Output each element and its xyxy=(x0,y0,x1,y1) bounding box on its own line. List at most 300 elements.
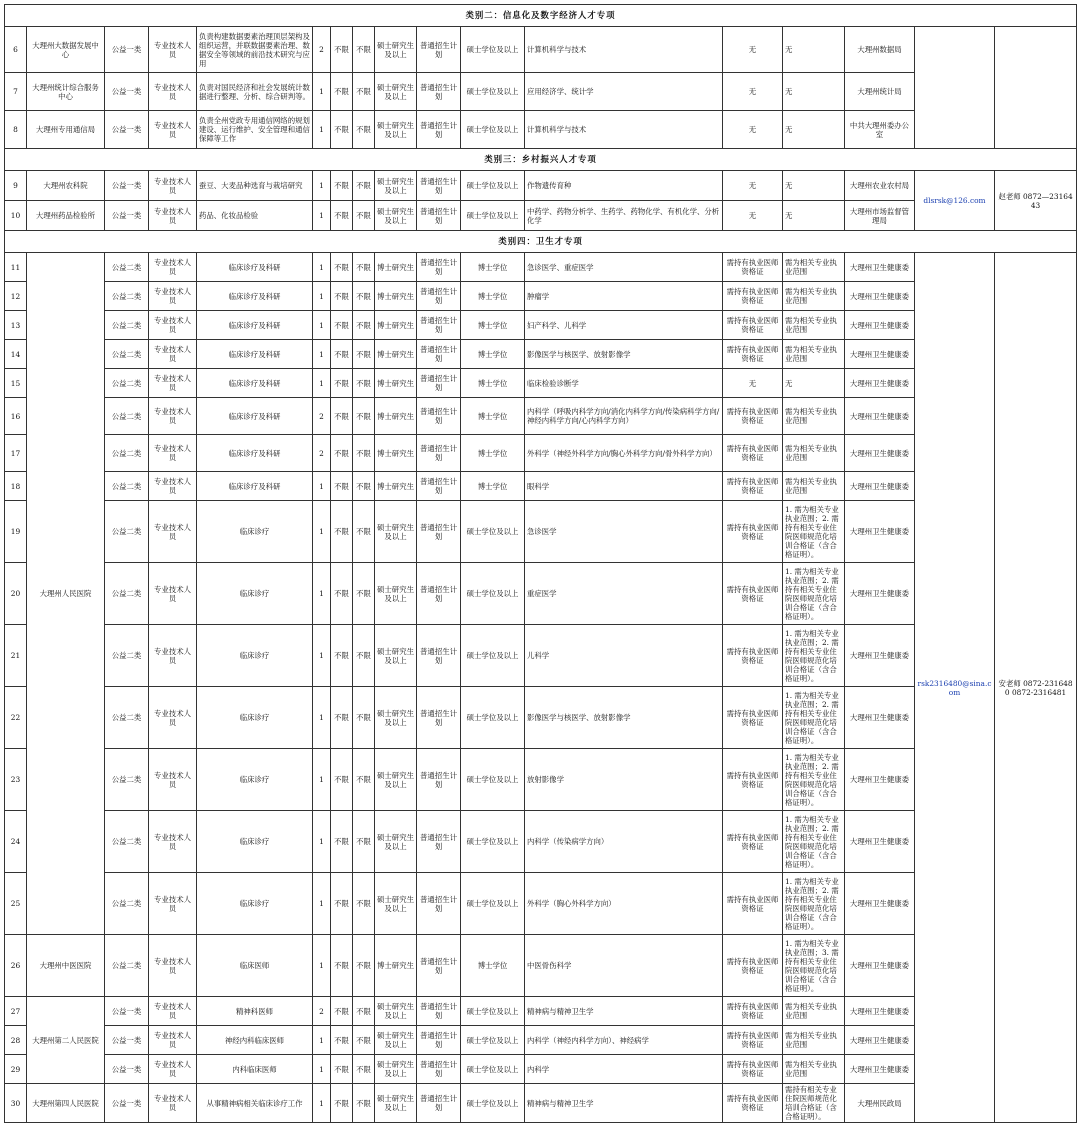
row-number: 15 xyxy=(5,369,27,398)
education: 硕士研究生及以上 xyxy=(375,201,417,231)
condition-1: 不限 xyxy=(331,73,353,111)
education: 博士研究生 xyxy=(375,398,417,435)
table-row xyxy=(5,171,1077,201)
headcount: 1 xyxy=(313,472,331,501)
position-duty: 临床医师 xyxy=(197,935,313,997)
position-duty: 负责全州党政专用通信网络的规划建设、运行维护、安全管理和通信保障等工作 xyxy=(197,111,313,149)
position-type: 专业技术人员 xyxy=(149,472,197,501)
condition-2: 不限 xyxy=(353,398,375,435)
certificate: 需持有执业医师资格证 xyxy=(723,340,783,369)
major: 内科学（传染病学方向） xyxy=(525,811,723,873)
other-requirement: 需为相关专业执业范围 xyxy=(783,340,845,369)
other-requirement: 1. 需为相关专业执业范围；2. 需持有相关专业住院医师规范化培训合格证（含合格证明）。 xyxy=(783,625,845,687)
position-duty: 临床诊疗及科研 xyxy=(197,340,313,369)
education: 硕士研究生及以上 xyxy=(375,687,417,749)
other-requirement: 无 xyxy=(783,201,845,231)
row-number: 13 xyxy=(5,311,27,340)
enrollment-plan: 普通招生计划 xyxy=(417,111,461,149)
condition-1: 不限 xyxy=(331,687,353,749)
position-type: 专业技术人员 xyxy=(149,369,197,398)
certificate: 需持有执业医师资格证 xyxy=(723,311,783,340)
table-row xyxy=(5,253,1077,282)
row-number: 22 xyxy=(5,687,27,749)
section-title: 类别四：卫生才专项 xyxy=(5,231,1077,253)
certificate: 无 xyxy=(723,73,783,111)
position-duty: 临床诊疗 xyxy=(197,687,313,749)
education: 博士研究生 xyxy=(375,472,417,501)
certificate: 需持有执业医师资格证 xyxy=(723,687,783,749)
enrollment-plan: 普通招生计划 xyxy=(417,1055,461,1084)
certificate: 需持有执业医师资格证 xyxy=(723,1026,783,1055)
headcount: 1 xyxy=(313,171,331,201)
position-duty: 蚕豆、大麦品种选育与栽培研究 xyxy=(197,171,313,201)
other-requirement: 需为相关专业执业范围 xyxy=(783,435,845,472)
certificate: 需持有执业医师资格证 xyxy=(723,935,783,997)
certificate: 无 xyxy=(723,27,783,73)
condition-1: 不限 xyxy=(331,997,353,1026)
other-requirement: 需为相关专业执业范围 xyxy=(783,1026,845,1055)
row-number: 26 xyxy=(5,935,27,997)
certificate: 需持有执业医师资格证 xyxy=(723,873,783,935)
major: 影像医学与核医学、放射影像学 xyxy=(525,340,723,369)
condition-1: 不限 xyxy=(331,311,353,340)
headcount: 1 xyxy=(313,369,331,398)
unit-category: 公益一类 xyxy=(105,171,149,201)
degree: 硕士学位及以上 xyxy=(461,625,525,687)
table-row xyxy=(5,27,1077,73)
degree: 硕士学位及以上 xyxy=(461,873,525,935)
major: 外科学（胸心外科学方向） xyxy=(525,873,723,935)
condition-1: 不限 xyxy=(331,749,353,811)
row-number: 10 xyxy=(5,201,27,231)
certificate: 无 xyxy=(723,111,783,149)
headcount: 1 xyxy=(313,282,331,311)
position-duty: 临床诊疗 xyxy=(197,749,313,811)
contact-person: 安老师 0872-2316480 0872-2316481 xyxy=(995,253,1077,1123)
position-type: 专业技术人员 xyxy=(149,398,197,435)
position-type: 专业技术人员 xyxy=(149,171,197,201)
education: 硕士研究生及以上 xyxy=(375,27,417,73)
degree: 博士学位 xyxy=(461,253,525,282)
other-requirement: 1. 需为相关专业执业范围；2. 需持有相关专业住院医师规范化培训合格证（含合格证明）。 xyxy=(783,873,845,935)
supervising-department: 大理州卫生健康委 xyxy=(845,997,915,1026)
enrollment-plan: 普通招生计划 xyxy=(417,625,461,687)
unit-category: 公益二类 xyxy=(105,311,149,340)
employer-unit: 大理州大数据发展中心 xyxy=(27,27,105,73)
position-type: 专业技术人员 xyxy=(149,27,197,73)
position-duty: 临床诊疗 xyxy=(197,811,313,873)
condition-1: 不限 xyxy=(331,201,353,231)
major: 肿瘤学 xyxy=(525,282,723,311)
position-type: 专业技术人员 xyxy=(149,111,197,149)
major: 急诊医学 xyxy=(525,501,723,563)
condition-1: 不限 xyxy=(331,935,353,997)
supervising-department: 大理州卫生健康委 xyxy=(845,563,915,625)
row-number: 19 xyxy=(5,501,27,563)
position-type: 专业技术人员 xyxy=(149,625,197,687)
headcount: 1 xyxy=(313,687,331,749)
certificate: 需持有执业医师资格证 xyxy=(723,563,783,625)
other-requirement: 无 xyxy=(783,369,845,398)
unit-category: 公益二类 xyxy=(105,811,149,873)
condition-1: 不限 xyxy=(331,873,353,935)
certificate: 需持有执业医师资格证 xyxy=(723,472,783,501)
condition-2: 不限 xyxy=(353,1026,375,1055)
unit-category: 公益二类 xyxy=(105,749,149,811)
headcount: 1 xyxy=(313,111,331,149)
headcount: 2 xyxy=(313,398,331,435)
enrollment-plan: 普通招生计划 xyxy=(417,311,461,340)
major: 精神病与精神卫生学 xyxy=(525,997,723,1026)
row-number: 14 xyxy=(5,340,27,369)
condition-2: 不限 xyxy=(353,687,375,749)
education: 硕士研究生及以上 xyxy=(375,73,417,111)
position-duty: 负责对国民经济和社会发展统计数据进行整理、分析、综合研判等。 xyxy=(197,73,313,111)
degree: 博士学位 xyxy=(461,282,525,311)
other-requirement: 1. 需为相关专业执业范围；2. 需持有相关专业住院医师规范化培训合格证（含合格证明）。 xyxy=(783,501,845,563)
degree: 博士学位 xyxy=(461,369,525,398)
degree: 硕士学位及以上 xyxy=(461,27,525,73)
position-duty: 临床诊疗及科研 xyxy=(197,369,313,398)
condition-2: 不限 xyxy=(353,1055,375,1084)
enrollment-plan: 普通招生计划 xyxy=(417,472,461,501)
degree: 硕士学位及以上 xyxy=(461,997,525,1026)
enrollment-plan: 普通招生计划 xyxy=(417,282,461,311)
unit-category: 公益二类 xyxy=(105,398,149,435)
major: 内科学（呼吸内科学方向/消化内科学方向/传染病科学方向/神经内科学方向/心内科学方向） xyxy=(525,398,723,435)
condition-1: 不限 xyxy=(331,398,353,435)
enrollment-plan: 普通招生计划 xyxy=(417,369,461,398)
other-requirement: 无 xyxy=(783,27,845,73)
position-type: 专业技术人员 xyxy=(149,935,197,997)
row-number: 24 xyxy=(5,811,27,873)
education: 硕士研究生及以上 xyxy=(375,625,417,687)
position-type: 专业技术人员 xyxy=(149,811,197,873)
certificate: 无 xyxy=(723,369,783,398)
unit-category: 公益一类 xyxy=(105,27,149,73)
headcount: 1 xyxy=(313,501,331,563)
supervising-department: 大理州卫生健康委 xyxy=(845,1026,915,1055)
degree: 博士学位 xyxy=(461,472,525,501)
enrollment-plan: 普通招生计划 xyxy=(417,340,461,369)
certificate: 无 xyxy=(723,201,783,231)
supervising-department: 大理州卫生健康委 xyxy=(845,253,915,282)
employer-unit: 大理州农科院 xyxy=(27,171,105,201)
degree: 博士学位 xyxy=(461,935,525,997)
section-title: 类别二：信息化及数字经济人才专项 xyxy=(5,5,1077,27)
recruitment-table xyxy=(4,4,1076,1123)
section-header-row xyxy=(5,149,1077,171)
unit-category: 公益二类 xyxy=(105,369,149,398)
condition-2: 不限 xyxy=(353,435,375,472)
unit-category: 公益一类 xyxy=(105,111,149,149)
education: 硕士研究生及以上 xyxy=(375,1084,417,1123)
major: 妇产科学、儿科学 xyxy=(525,311,723,340)
condition-2: 不限 xyxy=(353,282,375,311)
degree: 博士学位 xyxy=(461,340,525,369)
certificate: 需持有执业医师资格证 xyxy=(723,435,783,472)
position-duty: 临床诊疗及科研 xyxy=(197,311,313,340)
supervising-department: 大理州卫生健康委 xyxy=(845,1055,915,1084)
headcount: 1 xyxy=(313,1055,331,1084)
supervising-department: 大理州卫生健康委 xyxy=(845,625,915,687)
major: 重症医学 xyxy=(525,563,723,625)
supervising-department: 大理州卫生健康委 xyxy=(845,749,915,811)
headcount: 1 xyxy=(313,625,331,687)
education: 博士研究生 xyxy=(375,311,417,340)
position-duty: 负责构建数据要素治理顶层架构及组织运营，并联数据要素治理、数据安全等领域的前沿技术研究与应用 xyxy=(197,27,313,73)
other-requirement: 1. 需为相关专业执业范围；2. 需持有相关专业住院医师规范化培训合格证（含合格证明）。 xyxy=(783,687,845,749)
position-type: 专业技术人员 xyxy=(149,873,197,935)
other-requirement: 1. 需为相关专业执业范围；2. 需持有相关专业住院医师规范化培训合格证（含合格证明）。 xyxy=(783,749,845,811)
headcount: 1 xyxy=(313,340,331,369)
condition-2: 不限 xyxy=(353,111,375,149)
row-number: 6 xyxy=(5,27,27,73)
position-type: 专业技术人员 xyxy=(149,1084,197,1123)
degree: 硕士学位及以上 xyxy=(461,1084,525,1123)
other-requirement: 无 xyxy=(783,171,845,201)
major: 内科学 xyxy=(525,1055,723,1084)
row-number: 27 xyxy=(5,997,27,1026)
degree: 博士学位 xyxy=(461,311,525,340)
condition-1: 不限 xyxy=(331,1084,353,1123)
major: 作物遗传育种 xyxy=(525,171,723,201)
major: 外科学（神经外科学方向/胸心外科学方向/骨外科学方向） xyxy=(525,435,723,472)
row-number: 28 xyxy=(5,1026,27,1055)
position-duty: 临床诊疗 xyxy=(197,501,313,563)
certificate: 需持有执业医师资格证 xyxy=(723,749,783,811)
condition-2: 不限 xyxy=(353,27,375,73)
enrollment-plan: 普通招生计划 xyxy=(417,997,461,1026)
other-requirement: 无 xyxy=(783,73,845,111)
condition-2: 不限 xyxy=(353,73,375,111)
position-duty: 内科临床医师 xyxy=(197,1055,313,1084)
unit-category: 公益二类 xyxy=(105,282,149,311)
supervising-department: 大理州卫生健康委 xyxy=(845,340,915,369)
condition-1: 不限 xyxy=(331,369,353,398)
education: 硕士研究生及以上 xyxy=(375,811,417,873)
row-number: 29 xyxy=(5,1055,27,1084)
employer-unit: 大理州统计综合服务中心 xyxy=(27,73,105,111)
condition-2: 不限 xyxy=(353,253,375,282)
condition-1: 不限 xyxy=(331,282,353,311)
position-type: 专业技术人员 xyxy=(149,201,197,231)
supervising-department: 大理州统计局 xyxy=(845,73,915,111)
certificate: 需持有执业医师资格证 xyxy=(723,1084,783,1123)
certificate: 无 xyxy=(723,171,783,201)
major: 眼科学 xyxy=(525,472,723,501)
section-header-row xyxy=(5,5,1077,27)
supervising-department: 大理州农业农村局 xyxy=(845,171,915,201)
position-duty: 临床诊疗及科研 xyxy=(197,435,313,472)
condition-1: 不限 xyxy=(331,111,353,149)
condition-2: 不限 xyxy=(353,311,375,340)
major: 精神病与精神卫生学 xyxy=(525,1084,723,1123)
certificate: 需持有执业医师资格证 xyxy=(723,1055,783,1084)
employer-unit: 大理州专用通信局 xyxy=(27,111,105,149)
condition-2: 不限 xyxy=(353,369,375,398)
supervising-department: 大理州民政局 xyxy=(845,1084,915,1123)
other-requirement: 需为相关专业执业范围 xyxy=(783,282,845,311)
row-number: 12 xyxy=(5,282,27,311)
position-type: 专业技术人员 xyxy=(149,435,197,472)
supervising-department: 大理州卫生健康委 xyxy=(845,311,915,340)
major: 儿科学 xyxy=(525,625,723,687)
unit-category: 公益二类 xyxy=(105,625,149,687)
condition-2: 不限 xyxy=(353,811,375,873)
education: 博士研究生 xyxy=(375,369,417,398)
condition-1: 不限 xyxy=(331,435,353,472)
supervising-department: 大理州卫生健康委 xyxy=(845,282,915,311)
enrollment-plan: 普通招生计划 xyxy=(417,253,461,282)
education: 硕士研究生及以上 xyxy=(375,501,417,563)
unit-category: 公益二类 xyxy=(105,340,149,369)
position-duty: 临床诊疗 xyxy=(197,563,313,625)
unit-category: 公益二类 xyxy=(105,873,149,935)
headcount: 1 xyxy=(313,253,331,282)
position-duty: 神经内科临床医师 xyxy=(197,1026,313,1055)
condition-1: 不限 xyxy=(331,472,353,501)
position-type: 专业技术人员 xyxy=(149,73,197,111)
supervising-department: 大理州卫生健康委 xyxy=(845,501,915,563)
education: 硕士研究生及以上 xyxy=(375,111,417,149)
degree: 硕士学位及以上 xyxy=(461,73,525,111)
employer-unit: 大理州药品检验所 xyxy=(27,201,105,231)
other-requirement: 1. 需为相关专业执业范围；3. 需持有相关专业住院医师规范化培训合格证（含合格证明）。 xyxy=(783,935,845,997)
condition-1: 不限 xyxy=(331,27,353,73)
position-duty: 药品、化妆品检验 xyxy=(197,201,313,231)
position-duty: 从事精神病相关临床诊疗工作 xyxy=(197,1084,313,1123)
enrollment-plan: 普通招生计划 xyxy=(417,563,461,625)
headcount: 1 xyxy=(313,201,331,231)
headcount: 1 xyxy=(313,1084,331,1123)
unit-category: 公益一类 xyxy=(105,1026,149,1055)
supervising-department: 大理州数据局 xyxy=(845,27,915,73)
condition-2: 不限 xyxy=(353,501,375,563)
unit-category: 公益二类 xyxy=(105,435,149,472)
position-duty: 精神科医师 xyxy=(197,997,313,1026)
major: 应用经济学、统计学 xyxy=(525,73,723,111)
unit-category: 公益一类 xyxy=(105,1055,149,1084)
position-duty: 临床诊疗 xyxy=(197,625,313,687)
position-type: 专业技术人员 xyxy=(149,1055,197,1084)
other-requirement: 1. 需为相关专业执业范围；2. 需持有相关专业住院医师规范化培训合格证（含合格证明）。 xyxy=(783,811,845,873)
certificate: 需持有执业医师资格证 xyxy=(723,811,783,873)
position-type: 专业技术人员 xyxy=(149,997,197,1026)
other-requirement: 无 xyxy=(783,111,845,149)
unit-category: 公益二类 xyxy=(105,501,149,563)
enrollment-plan: 普通招生计划 xyxy=(417,935,461,997)
position-type: 专业技术人员 xyxy=(149,749,197,811)
row-number: 18 xyxy=(5,472,27,501)
condition-2: 不限 xyxy=(353,873,375,935)
education: 硕士研究生及以上 xyxy=(375,873,417,935)
degree: 硕士学位及以上 xyxy=(461,201,525,231)
degree: 硕士学位及以上 xyxy=(461,563,525,625)
enrollment-plan: 普通招生计划 xyxy=(417,687,461,749)
row-number: 30 xyxy=(5,1084,27,1123)
education: 博士研究生 xyxy=(375,282,417,311)
supervising-department: 大理州卫生健康委 xyxy=(845,811,915,873)
position-type: 专业技术人员 xyxy=(149,340,197,369)
degree: 硕士学位及以上 xyxy=(461,749,525,811)
position-duty: 临床诊疗及科研 xyxy=(197,398,313,435)
degree: 硕士学位及以上 xyxy=(461,1026,525,1055)
enrollment-plan: 普通招生计划 xyxy=(417,435,461,472)
enrollment-plan: 普通招生计划 xyxy=(417,1026,461,1055)
position-type: 专业技术人员 xyxy=(149,563,197,625)
headcount: 1 xyxy=(313,873,331,935)
condition-2: 不限 xyxy=(353,171,375,201)
position-duty: 临床诊疗及科研 xyxy=(197,472,313,501)
row-number: 21 xyxy=(5,625,27,687)
headcount: 1 xyxy=(313,311,331,340)
education: 硕士研究生及以上 xyxy=(375,563,417,625)
other-requirement: 需为相关专业执业范围 xyxy=(783,472,845,501)
certificate: 需持有执业医师资格证 xyxy=(723,282,783,311)
major: 内科学（神经内科学方向）、神经病学 xyxy=(525,1026,723,1055)
contact-email xyxy=(915,27,995,149)
condition-2: 不限 xyxy=(353,340,375,369)
employer-unit: 大理州第四人民医院 xyxy=(27,1084,105,1123)
enrollment-plan: 普通招生计划 xyxy=(417,73,461,111)
education: 博士研究生 xyxy=(375,935,417,997)
section-title: 类别三：乡村振兴人才专项 xyxy=(5,149,1077,171)
condition-1: 不限 xyxy=(331,1026,353,1055)
contact-person: 赵老师 0872—2316443 xyxy=(995,171,1077,231)
unit-category: 公益一类 xyxy=(105,201,149,231)
supervising-department: 大理州卫生健康委 xyxy=(845,398,915,435)
education: 博士研究生 xyxy=(375,340,417,369)
enrollment-plan: 普通招生计划 xyxy=(417,27,461,73)
enrollment-plan: 普通招生计划 xyxy=(417,873,461,935)
row-number: 11 xyxy=(5,253,27,282)
condition-2: 不限 xyxy=(353,935,375,997)
education: 博士研究生 xyxy=(375,435,417,472)
degree: 硕士学位及以上 xyxy=(461,687,525,749)
supervising-department: 大理州市场监督管理局 xyxy=(845,201,915,231)
condition-2: 不限 xyxy=(353,625,375,687)
section-header-row xyxy=(5,231,1077,253)
other-requirement: 需为相关专业执业范围 xyxy=(783,253,845,282)
row-number: 20 xyxy=(5,563,27,625)
education: 博士研究生 xyxy=(375,253,417,282)
enrollment-plan: 普通招生计划 xyxy=(417,811,461,873)
unit-category: 公益二类 xyxy=(105,687,149,749)
major: 计算机科学与技术 xyxy=(525,111,723,149)
unit-category: 公益二类 xyxy=(105,472,149,501)
headcount: 1 xyxy=(313,811,331,873)
major: 中药学、药物分析学、生药学、药物化学、有机化学、分析化学 xyxy=(525,201,723,231)
headcount: 1 xyxy=(313,73,331,111)
position-type: 专业技术人员 xyxy=(149,282,197,311)
condition-1: 不限 xyxy=(331,171,353,201)
supervising-department: 大理州卫生健康委 xyxy=(845,472,915,501)
degree: 硕士学位及以上 xyxy=(461,171,525,201)
major: 影像医学与核医学、放射影像学 xyxy=(525,687,723,749)
major: 计算机科学与技术 xyxy=(525,27,723,73)
other-requirement: 需持有相关专业住院医师规范化培训合格证（含合格证明）。 xyxy=(783,1084,845,1123)
condition-1: 不限 xyxy=(331,625,353,687)
other-requirement: 需为相关专业执业范围 xyxy=(783,398,845,435)
unit-category: 公益二类 xyxy=(105,563,149,625)
enrollment-plan: 普通招生计划 xyxy=(417,1084,461,1123)
contact-person xyxy=(995,27,1077,149)
supervising-department: 中共大理州委办公室 xyxy=(845,111,915,149)
condition-2: 不限 xyxy=(353,749,375,811)
enrollment-plan: 普通招生计划 xyxy=(417,749,461,811)
position-type: 专业技术人员 xyxy=(149,687,197,749)
